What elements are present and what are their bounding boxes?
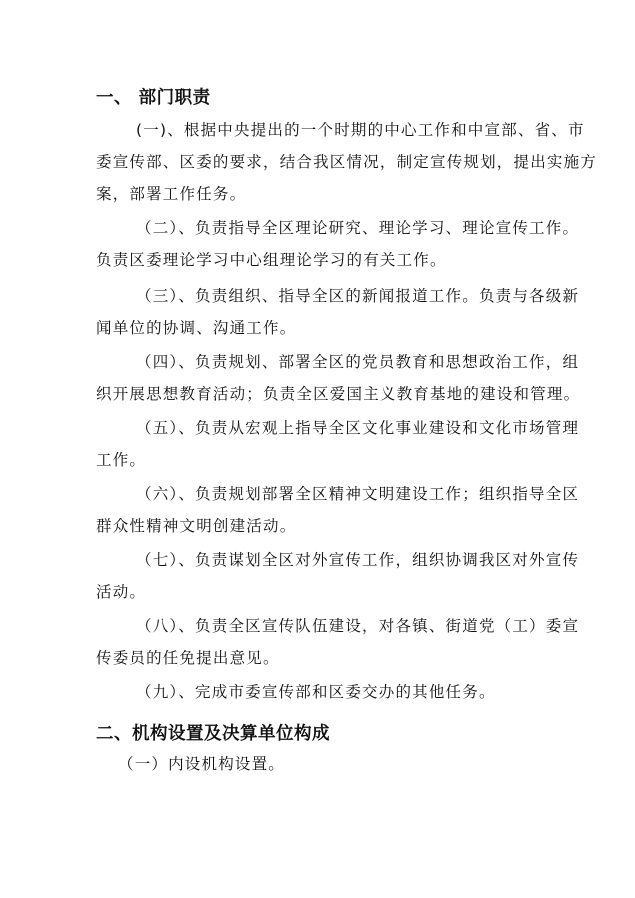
duty-item-1-line-2: 委宣传部、区委的要求，结合我区情况，制定宣传规划，提出实施方 — [96, 153, 598, 171]
duty-item-2 — [96, 212, 580, 276]
duty-item-9-line-1: （九）、完成市委宣传部和区委交办的其他任务。 — [136, 683, 496, 701]
duty-item-6-line-2: 群众性精神文明创建活动。 — [96, 517, 297, 535]
duty-item-7-line-2: 活动。 — [96, 583, 147, 601]
duty-item-8 — [96, 610, 580, 674]
duty-item-4 — [96, 346, 581, 410]
duty-item-3-line-1: （三）、负责组织、指导全区的新闻报道工作。负责与各级新 — [136, 287, 580, 305]
duty-item-4-line-2: 织开展思想教育活动；负责全区爱国主义教育基地的建设和管理。 — [96, 385, 581, 403]
duty-item-1 — [96, 114, 598, 210]
duty-item-4-line-1: （四）、负责规划、部署全区的党员教育和思想政治工作，组 — [136, 353, 580, 371]
duty-item-3 — [96, 280, 580, 344]
duty-item-1-line-1: (一)、根据中央提出的一个时期的中心工作和中宣部、省、市 — [136, 121, 585, 139]
duty-item-3-line-2: 闻单位的协调、沟通工作。 — [96, 319, 297, 337]
duty-item-7-line-1: （七）、负责谋划全区对外宣传工作，组织协调我区对外宣传 — [136, 551, 580, 569]
duty-item-6 — [96, 478, 580, 542]
duty-item-6-line-1: （六）、负责规划部署全区精神文明建设工作；组织指导全区 — [136, 485, 580, 503]
duty-item-5 — [96, 412, 580, 476]
duty-item-8-line-1: （八）、负责全区宣传队伍建设，对各镇、街道党（工）委宣 — [136, 617, 580, 635]
duty-item-5-line-1: （五）、负责从宏观上指导全区文化事业建设和文化市场管理 — [136, 419, 580, 437]
duty-item-7 — [96, 544, 580, 608]
duty-item-8-line-2: 传委员的任免提出意见。 — [96, 649, 280, 667]
section-heading-structure: 二、机构设置及决算单位构成 — [96, 724, 330, 744]
subsection-internal-structure: （一）内设机构设置。 — [118, 755, 286, 773]
duty-item-1-line-3: 案，部署工作任务。 — [96, 185, 247, 203]
duty-item-2-line-1: （二）、负责指导全区理论研究、理论学习、理论宣传工作。 — [136, 219, 580, 237]
section-heading-duties: 一、 部门职责 — [96, 88, 211, 108]
duty-item-2-line-2: 负责区委理论学习中心组理论学习的有关工作。 — [96, 251, 447, 269]
duty-item-5-line-2: 工作。 — [96, 451, 147, 469]
duty-item-9 — [96, 676, 546, 708]
